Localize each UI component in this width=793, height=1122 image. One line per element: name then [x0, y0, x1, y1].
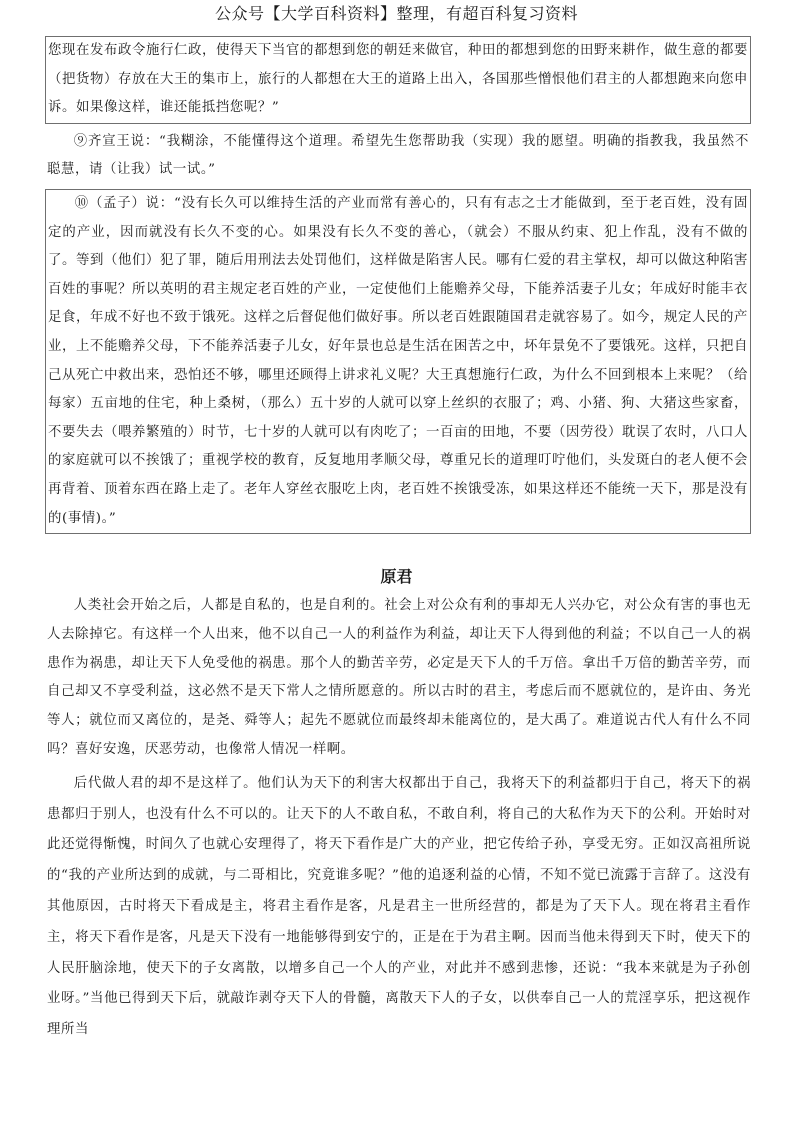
translation-section [45, 36, 751, 538]
article-title: 原君 [380, 567, 413, 586]
translation-paragraph-2: ⑨齐宣王说：“我糊涂，不能懂得这个道理。希望先生您帮助我（实现）我的愿望。明确的指教我，我虽然不聪慧，请（让我）试一试。” [47, 133, 749, 178]
translation-paragraph-3: ⑩（孟子）说：“没有长久可以维持生活的产业而常有善心的，只有有志之士才能做到，至于老百姓，没有固定的产业，因而就没有长久不变的心。如果没有长久不变的善心，（就会）不服从约束、犯上作乱，没有不做的了。等到（他们）犯了罪，随后用刑法去处罚他们，这样做是陷害人民。哪有仁爱的君主掌权，却可以做这种陷害百姓的事呢？所以英明的君主规定老百姓的产业，一定使他们上能赡养父母，下能养活妻子儿女；年成好时能丰衣足食，年成不好也不致于饿死。这样之后督促他们做好事。所以老百姓跟随国君走就容易了。如今，规定人民的产业，上不能赡养父母，下不能养活妻子儿女，好年景也总是生活在困苦之中，坏年景免不了要饿死。这样，只把自己从死亡中救出来，恐怕还不够，哪里还顾得上讲求礼义呢？大王真想施行仁政，为什么不回到根本上来呢？（给每家）五亩地的住宅，种上桑树，（那么）五十岁的人就可以穿上丝织的衣服了；鸡、小猪、狗、大猪这些家畜，不要失去（喂养繁殖的）时节，七十岁的人就可以有肉吃了；一百亩的田地，不要（因劳役）耽误了农时，八口人的家庭就可以不挨饿了；重视学校的教育，反复地用孝顺父母，尊重兄长的道理叮咛他们，头发斑白的老人便不会再背着、顶着东西在路上走了。老年人穿丝衣服吃上肉，老百姓不挨饿受冻，如果这样还不能统一天下，那是没有的(事情)。” [45, 189, 751, 534]
article-paragraph-1: 人类社会开始之后，人都是自私的，也是自利的。社会上对公众有利的事却无人兴办它，对公众有害的事也无人去除掉它。有这样一个人出来，他不以自己一人的利益作为利益，却让天下人得到他的利益；不以自己一人的祸患作为祸患，却让天下人免受他的祸患。那个人的勤苦辛劳，必定是天下人的千万倍。拿出千万倍的勤苦辛劳，而自己却又不享受利益，这必然不是天下常人之情所愿意的。所以古时的君主，考虑后而不愿就位的，是许由、务光等人；就位而又离位的，是尧、舜等人；起先不愿就位而最终却未能离位的，是大禹了。难道说古代人有什么不同吗？喜好安逸，厌恶劳动，也像常人情况一样啊。 [47, 598, 751, 757]
article-paragraph-2: 后代做人君的却不是这样了。他们认为天下的利害大权都出于自己，我将天下的利益都归于自己，将天下的祸患都归于别人，也没有什么不可以的。让天下的人不敢自私，不敢自利，将自己的大私作为天下的公利。开始时对此还觉得惭愧，时间久了也就心安理得了，将天下看作是广大的产业，把它传给子孙，享受无穷。正如汉高祖所说的“我的产业所达到的成就，与二哥相比，究竟谁多呢？”他的追逐利益的心情，不知不觉已流露于言辞了。这没有其他原因，古时将天下看成是主，将君主看作是客，凡是君主一世所经营的，都是为了天下人。现在将君主看作主，将天下看作是客，凡是天下没有一地能够得到安宁的，正是在于为君主啊。因而当他未得到天下时，使天下的人民肝脑涂地，使天下的子女离散，以增多自己一个人的产业，对此并不感到悲惨，还说：“我本来就是为子孙创业呀。”当他已得到天下后，就敲诈剥夺天下人的骨髓，离散天下人的子女，以供奉自己一人的荒淫享乐，把这视作理所当 [47, 775, 751, 1038]
article-body [47, 592, 751, 1050]
translation-paragraph-1: 您现在发布政令施行仁政，使得天下当官的都想到您的朝廷来做官，种田的都想到您的田野来耕作，做生意的都要（把货物）存放在大王的集市上，旅行的人都想在大王的道路上出入，各国那些憎恨他们君主的人都想跑来向您申诉。如果像这样，谁还能抵挡您呢？” [45, 36, 751, 124]
page-header: 公众号【大学百科资料】整理，有超百科复习资料 [214, 4, 578, 23]
